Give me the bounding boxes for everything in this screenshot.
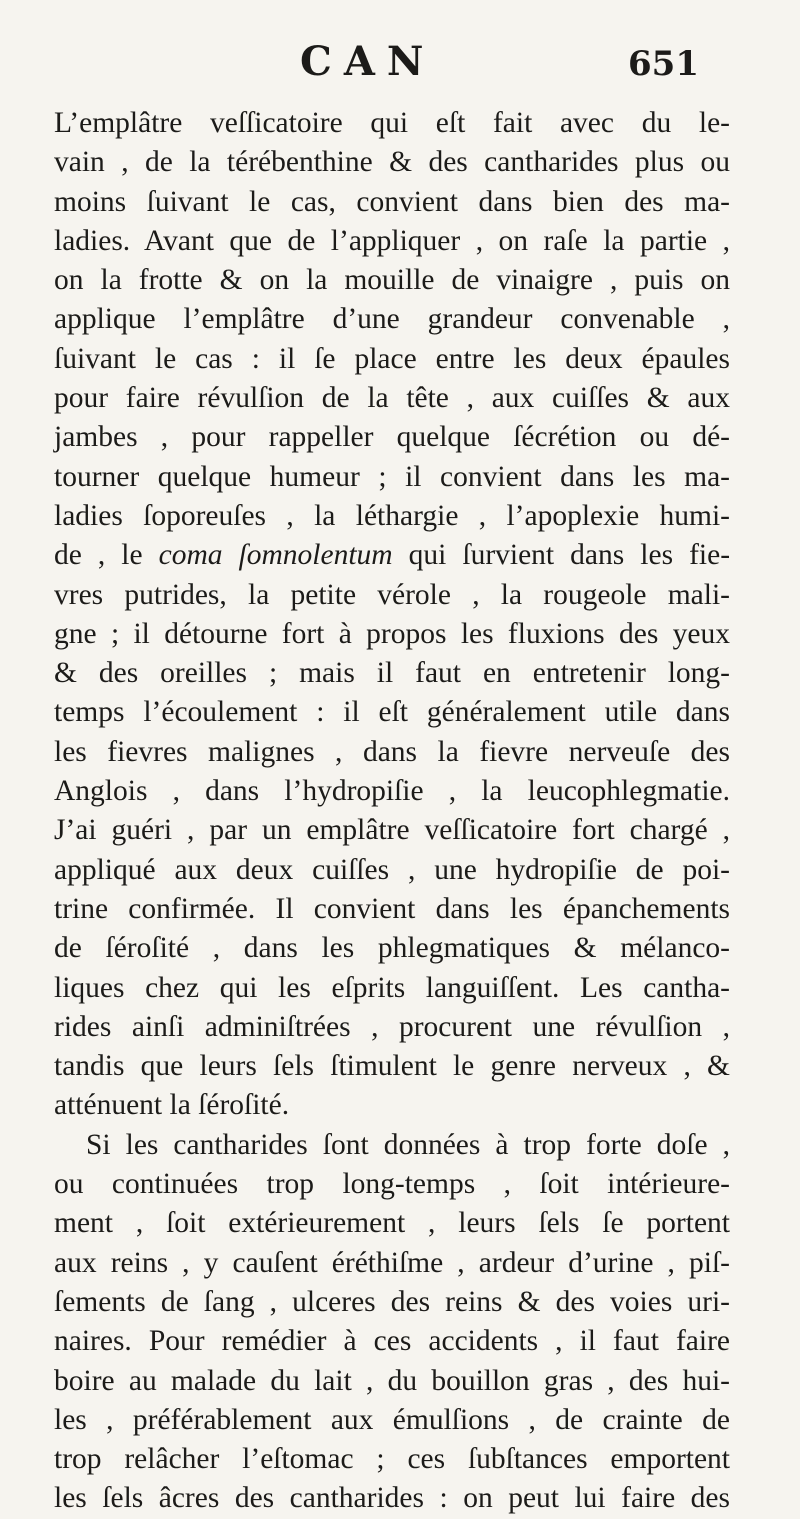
text-line: Anglois , dans l’hydropiſie , la leucophlegmatie. [54,775,730,808]
text-line: vres putrides, la petite vérole , la rougeole mali- [54,578,730,611]
paragraph-2 [54,1126,730,1519]
text-line: jambes , pour rappeller quelque ſécrétion ou dé- [54,421,730,454]
text-segment: de , le [54,539,159,572]
text-line: tandis que leurs ſels ſtimulent le genre nerveux , & [54,1050,730,1083]
running-header [0,38,800,98]
text-line: ſements de ſang , ulceres des reins & des voies uri- [54,1285,730,1318]
text-line: pour faire révulſion de la tête , aux cuiſſes & aux [54,382,730,415]
text-line: de ſéroſité , dans les phlegmatiques & mélanco- [54,932,730,965]
text-line: ſuivant le cas : il ſe place entre les deux épaules [54,342,730,375]
text-line: trine confirmée. Il convient dans les épanchements [54,892,730,925]
text-line: atténuent la ſéroſité. [54,1089,290,1122]
text-line: appliqué aux deux cuiſſes , une hydropiſie de poi- [54,853,730,886]
text-line: tourner quelque humeur ; il convient dans les ma- [54,460,730,493]
text-line: Si les cantharides ſont données à trop forte doſe , [86,1128,730,1161]
text-line: les ſels âcres des cantharides : on peut lui faire des [54,1482,730,1515]
text-line: les fievres malignes , dans la fievre nerveuſe des [54,735,730,768]
text-line: trop relâcher l’eſtomac ; ces ſubſtances emportent [54,1443,730,1476]
text-line [54,536,730,575]
text-line: temps l’écoulement : il eſt généralement utile dans [54,696,730,729]
text-line: gne ; il détourne fort à propos les fluxions des yeux [54,617,730,650]
article-body [54,104,730,1519]
text-line: aux reins , y cauſent éréthiſme , ardeur d’urine , piſ- [54,1246,730,1279]
text-line: vain , de la térébenthine & des cantharides plus ou [54,146,730,179]
text-line: L’emplâtre veſſicatoire qui eſt fait avec du le- [54,107,730,139]
paragraph-1 [54,104,730,1126]
text-line: on la frotte & on la mouille de vinaigre , puis on [54,264,730,297]
running-head-title: CAN [300,38,436,85]
text-line: & des oreilles ; mais il faut en entretenir long- [54,657,730,690]
latin-term: coma ſomnolentum [158,539,393,572]
text-segment: qui ſurvient dans les fie- [392,539,731,572]
text-line: naires. Pour remédier à ces accidents , il faut faire [54,1325,730,1358]
text-line: rides ainſi adminiſtrées , procurent une révulſion , [54,1010,730,1043]
text-line: ou continuées trop long-temps , ſoit intérieure- [54,1168,730,1201]
text-line: ment , ſoit extérieurement , leurs ſels ſe portent [54,1207,730,1240]
page-number: 651 [628,44,699,84]
text-line: applique l’emplâtre d’une grandeur convenable , [54,303,730,336]
text-line: ladies ſoporeuſes , la léthargie , l’apoplexie humi- [54,499,730,532]
text-line: J’ai guéri , par un emplâtre veſſicatoire fort chargé , [54,814,730,847]
text-line: ladies. Avant que de l’appliquer , on raſe la partie , [54,224,730,257]
text-line: moins ſuivant le cas, convient dans bien des ma- [54,185,730,218]
text-line: boire au malade du lait , du bouillon gras , des hui- [54,1364,730,1397]
text-line: liques chez qui les eſprits languiſſent. Les cantha- [54,971,730,1004]
text-line: les , préférablement aux émulſions , de crainte de [54,1403,730,1436]
